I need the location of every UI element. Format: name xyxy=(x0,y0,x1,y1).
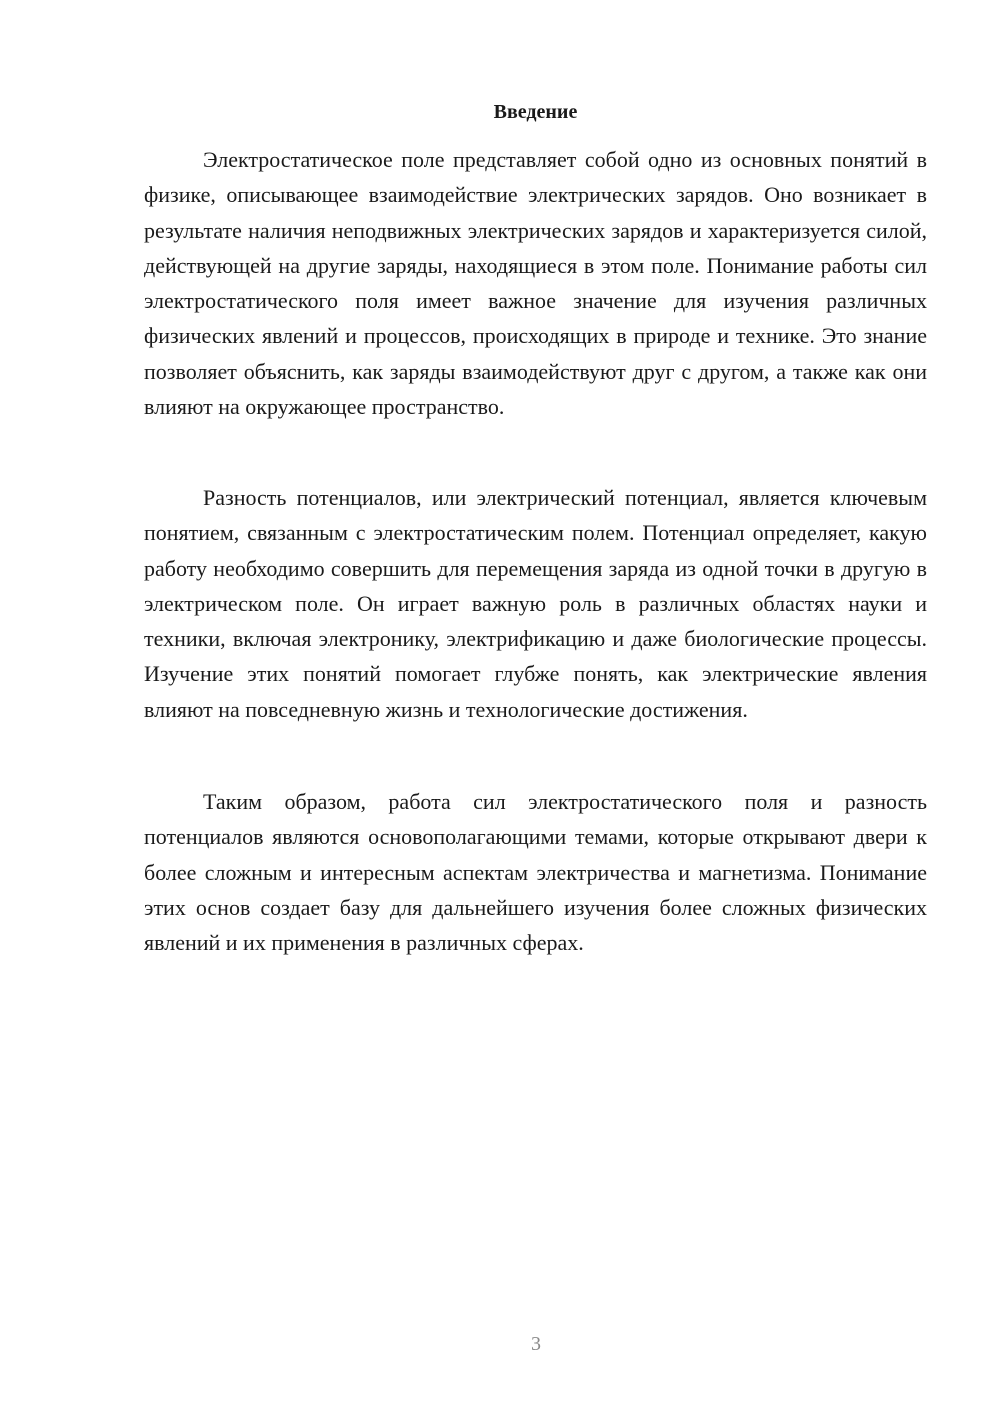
paragraph-3: Таким образом, работа сил электростатического поля и разность потенциалов являются основополагающими темами, которые открывают двери к более сложным и интересным аспектам электричества и магнетизма. Понимание этих основ создает базу для дальнейшего изучения более сложных физических явлений и их применения в различных сферах. xyxy=(144,789,927,956)
page-title: Введение xyxy=(493,101,578,123)
paragraph-2: Разность потенциалов, или электрический потенциал, является ключевым понятием, связанным с электростатическим полем. Потенциал определяет, какую работу необходимо совершить для перемещения заряда из одной точки в другую в электрическом поле. Он играет важную роль в различных областях науки и техники, включая электронику, электрификацию и даже биологические процессы. Изучение этих понятий помогает глубже понять, как электрические явления влияют на повседневную жизнь и технологические достижения. xyxy=(144,485,927,722)
paragraph-1: Электростатическое поле представляет собой одно из основных понятий в физике, описывающее взаимодействие электрических зарядов. Оно возникает в результате наличия неподвижных электрических зарядов и характеризуется силой, действующей на другие заряды, находящиеся в этом поле. Понимание работы сил электростатического поля имеет важное значение для изучения различных физических явлений и процессов, происходящих в природе и технике. Это знание позволяет объяснить, как заряды взаимодействуют друг с другом, а также как они влияют на окружающее пространство. xyxy=(144,147,927,420)
page-number: 3 xyxy=(531,1333,541,1355)
